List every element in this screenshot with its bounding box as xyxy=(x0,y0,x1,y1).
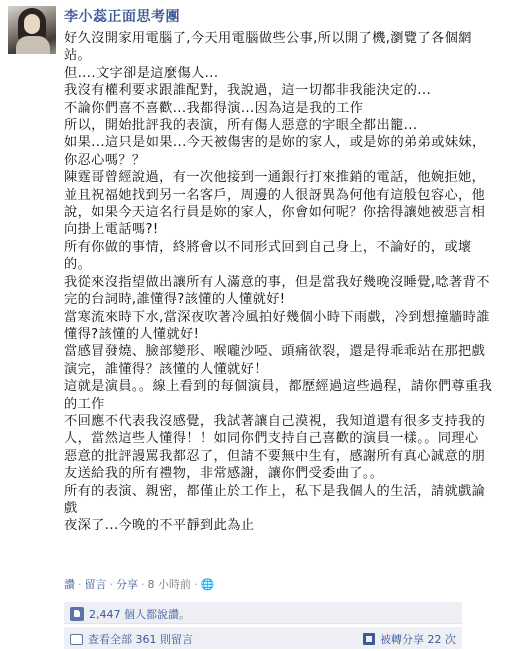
author-name-link[interactable]: 李小蕊正面思考團 xyxy=(64,9,180,25)
post-paragraph: 不回應不代表我沒感覺，我試著讓自己漠視，我知道還有很多支持我的人，當然這些人懂得！！如同你們支持自己喜歡的演員一樣。。同理心 xyxy=(64,413,486,447)
post-actions-bar xyxy=(64,576,214,592)
post-paragraph: 陳霆哥曾經說過，有一次他接到一通銀行打來推銷的電話，他婉拒她，並且祝福她找到另一名客戶，周邊的人很訝異為何他有這般包容心，他說，如果今天這名行員是妳的家人，你會如何呢？你捨得讓她被惡言相向掛上電話嗎?! xyxy=(64,170,486,238)
post-paragraph: 當寒流來時下水,當深夜吹著冷風拍好幾個小時下雨戲，冷到想撞牆時誰懂得?該懂的人懂就好! xyxy=(64,309,490,342)
post-paragraph: 惡意的批評謾罵我都忍了，但請不要無中生有，感謝所有真心誠意的朋友送給我的所有禮物，非常感謝，讓你們受委曲了。。 xyxy=(64,448,486,482)
view-all-comments-link[interactable]: 查看全部 361 則留言 xyxy=(88,633,193,646)
post-paragraph: 不論你們喜不喜歡...我都得演...因為這是我的工作 xyxy=(64,100,364,116)
post-paragraph: 我從來沒指望做出讓所有人滿意的事，但是當我好幾晚沒睡覺,唸著背不完的台詞時,誰懂得?該懂的人懂就好! xyxy=(64,274,490,308)
timestamp-link[interactable]: 8 小時前 xyxy=(147,578,191,591)
author-avatar[interactable] xyxy=(8,6,56,54)
shares-count-link[interactable]: 被轉分享 22 次 xyxy=(380,633,456,646)
likes-count-link[interactable]: 2,447 個人都說讚。 xyxy=(89,608,190,621)
post-body xyxy=(64,30,496,535)
post-paragraph: 我沒有權利要求跟誰配對，我說過，這一切都非我能決定的... xyxy=(64,83,432,99)
separator: · xyxy=(141,578,145,591)
separator: · xyxy=(194,578,198,591)
post-paragraph: 當感冒發燒、臉部變形、喉嚨沙啞、頭痛欲裂，還是得乖乖站在那把戲演完，誰懂得？該懂的人懂就好！ xyxy=(64,344,486,377)
post-paragraph: 所有的表演、親密，都僅止於工作上，私下是我個人的生活，請就戲論戲 xyxy=(64,483,486,516)
globe-icon: 🌐 xyxy=(200,578,215,591)
post-paragraph: 夜深了...今晚的不平靜到此為止 xyxy=(64,518,255,534)
comment-icon xyxy=(70,634,83,645)
post-paragraph: 好久沒開家用電腦了,今天用電腦做些公事,所以開了機,瀏覽了各個網站。 xyxy=(64,31,472,64)
share-link[interactable]: 分享 xyxy=(116,578,138,591)
like-link[interactable]: 讚 xyxy=(64,578,75,591)
likes-summary-row xyxy=(64,602,462,624)
thumbs-up-icon xyxy=(70,607,84,621)
post-paragraph: 這就是演員。。線上看到的每個演員，都歷經過這些過程，請你們尊重我的工作 xyxy=(64,379,493,412)
share-icon xyxy=(363,633,375,645)
comments-summary-row xyxy=(64,627,462,649)
post-paragraph: 所以，開始批評我的表演，所有傷人惡意的字眼全都出籠... xyxy=(64,118,418,134)
post-paragraph: 如果...這只是如果...今天被傷害的是妳的家人，或是妳的弟弟或妹妹，你忍心嗎？？ xyxy=(64,135,486,168)
separator: · xyxy=(78,578,82,591)
comment-link[interactable]: 留言 xyxy=(84,578,107,591)
separator: · xyxy=(109,578,113,591)
post-paragraph: 但....文字卻是這麼傷人... xyxy=(64,65,219,81)
post-paragraph: 所有你做的事情，終將會以不同形式回到自己身上，不論好的，或壞的。 xyxy=(64,239,472,273)
